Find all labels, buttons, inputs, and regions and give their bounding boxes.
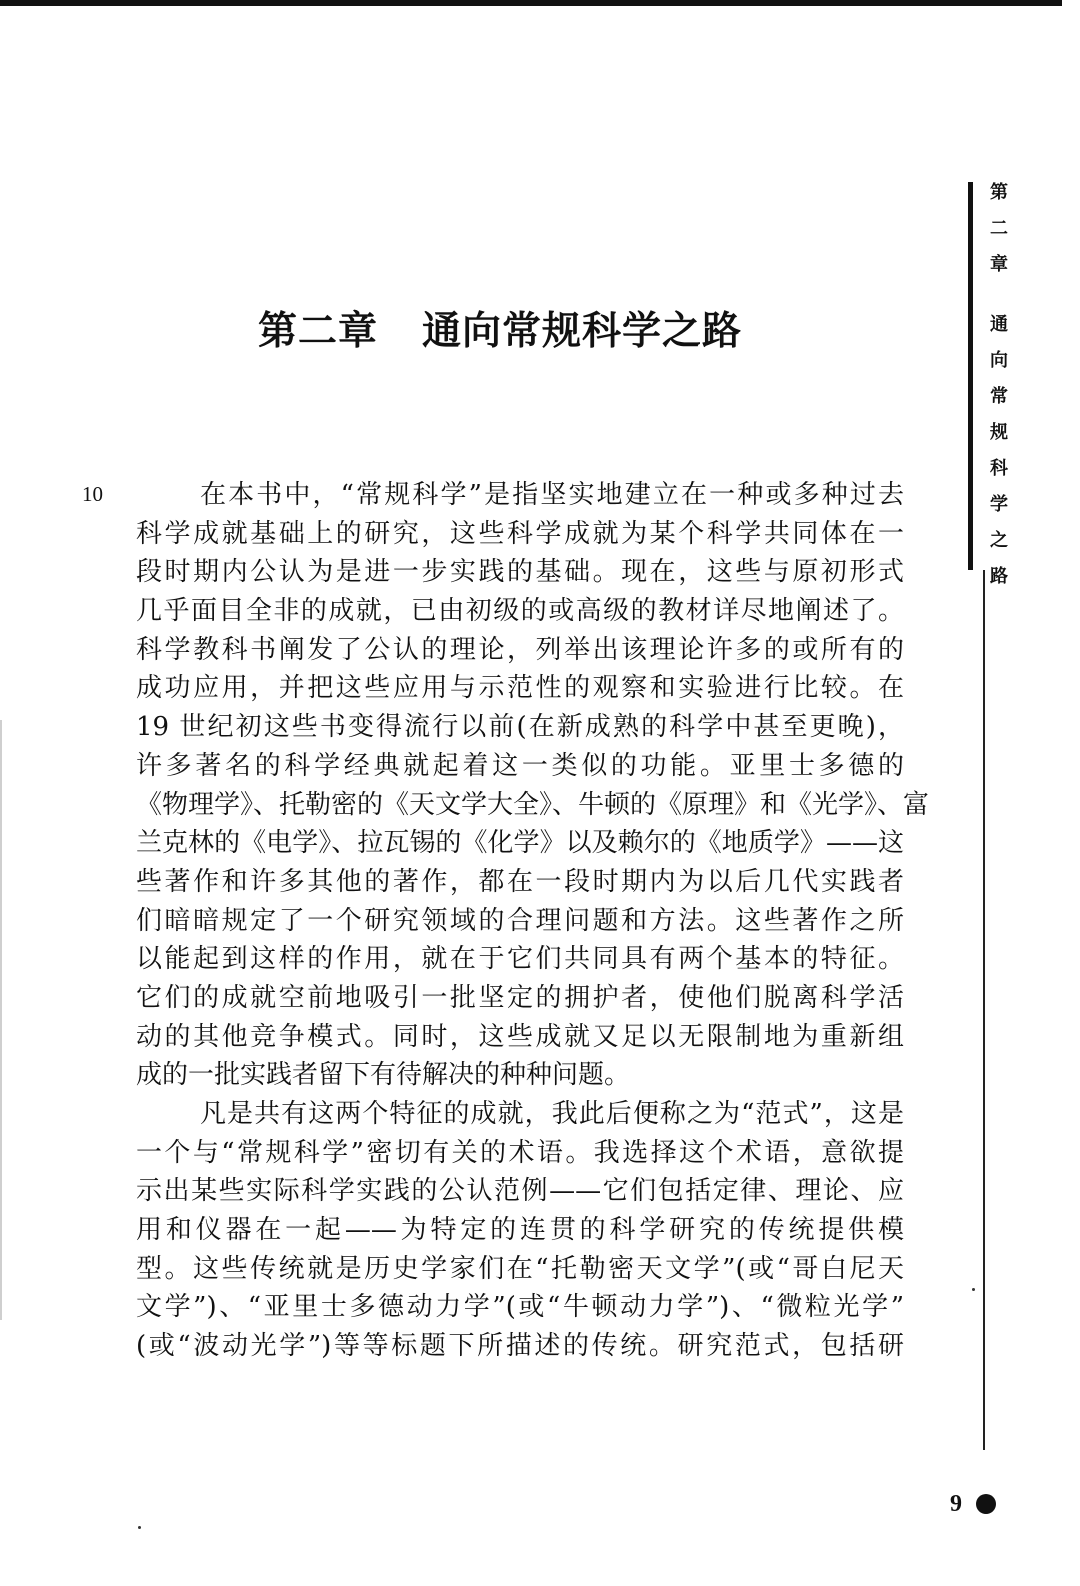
side-tab-bar xyxy=(968,182,973,570)
text-line: 科学教科书阐发了公认的理论，列举出该理论许多的或所有的 xyxy=(136,634,904,665)
text-line: 兰克林的《电学》、拉瓦锡的《化学》以及赖尔的《地质学》——这 xyxy=(136,828,904,859)
text-line: 凡是共有这两个特征的成就，我此后便称之为“范式”，这是 xyxy=(200,1099,904,1129)
side-margin-rule xyxy=(983,570,985,1450)
text-line: 文学”)、“亚里士多德动力学”(或“牛顿动力学”)、“微粒光学” xyxy=(136,1292,904,1323)
page-number-dot xyxy=(976,1494,996,1514)
text-line: 几乎面目全非的成就，已由初级的或高级的教材详尽地阐述了。 xyxy=(136,596,904,627)
top-border-rule xyxy=(0,0,1062,6)
text-line: 用和仪器在一起——为特定的连贯的科学研究的传统提供模 xyxy=(136,1215,904,1246)
chapter-title xyxy=(258,300,818,360)
text-line: 们暗暗规定了一个研究领域的合理问题和方法。这些著作之所 xyxy=(136,905,904,936)
page-number: 9 xyxy=(950,1491,962,1517)
text-line: 一个与“常规科学”密切有关的术语。我选择这个术语，意欲提 xyxy=(136,1137,904,1168)
text-line: 许多著名的科学经典就起着这一类似的功能。亚里士多德的 xyxy=(136,750,904,781)
text-line: 些著作和许多其他的著作，都在一段时期内为以后几代实践者 xyxy=(136,866,904,897)
text-line: 19 世纪初这些书变得流行以前(在新成熟的科学中甚至更晚)， xyxy=(136,712,904,743)
text-line: 段时期内公认为是进一步实践的基础。现在，这些与原初形式 xyxy=(136,557,904,588)
text-line: 动的其他竞争模式。同时，这些成就又足以无限制地为重新组 xyxy=(136,1021,904,1052)
scan-edge-line xyxy=(0,720,2,1320)
scan-speck xyxy=(138,1526,141,1529)
text-line: 成的一批实践者留下有待解决的种种问题。 xyxy=(136,1060,631,1091)
text-line: 示出某些实际科学实践的公认范例——它们包括定律、理论、应 xyxy=(136,1176,904,1207)
text-line: 在本书中，“常规科学”是指坚实地建立在一种或多种过去 xyxy=(200,480,904,510)
text-line: 《物理学》、托勒密的《天文学大全》、牛顿的《原理》和《光学》、富 xyxy=(136,789,930,820)
text-line: 它们的成就空前地吸引一批坚定的拥护者，使他们脱离科学活 xyxy=(136,982,904,1013)
margin-line-number: 10 xyxy=(82,482,103,506)
chapter-name: 通向常规科学之路 xyxy=(422,308,743,354)
text-line: 科学成就基础上的研究，这些科学成就为某个科学共同体在一 xyxy=(136,518,904,549)
text-line: 型。这些传统就是历史学家们在“托勒密天文学”(或“哥白尼天 xyxy=(136,1253,904,1284)
body-text xyxy=(136,476,930,1366)
scan-speck xyxy=(972,1288,975,1291)
chapter-number: 第二章 xyxy=(258,308,379,354)
text-line: 成功应用，并把这些应用与示范性的观察和实验进行比较。在 xyxy=(136,673,904,704)
text-line: (或“波动光学”)等等标题下所描述的传统。研究范式，包括研 xyxy=(136,1331,904,1362)
text-line: 以能起到这样的作用，就在于它们共同具有两个基本的特征。 xyxy=(136,944,904,975)
running-side-title: 第二章 通向常规科学之路 xyxy=(987,182,1008,603)
